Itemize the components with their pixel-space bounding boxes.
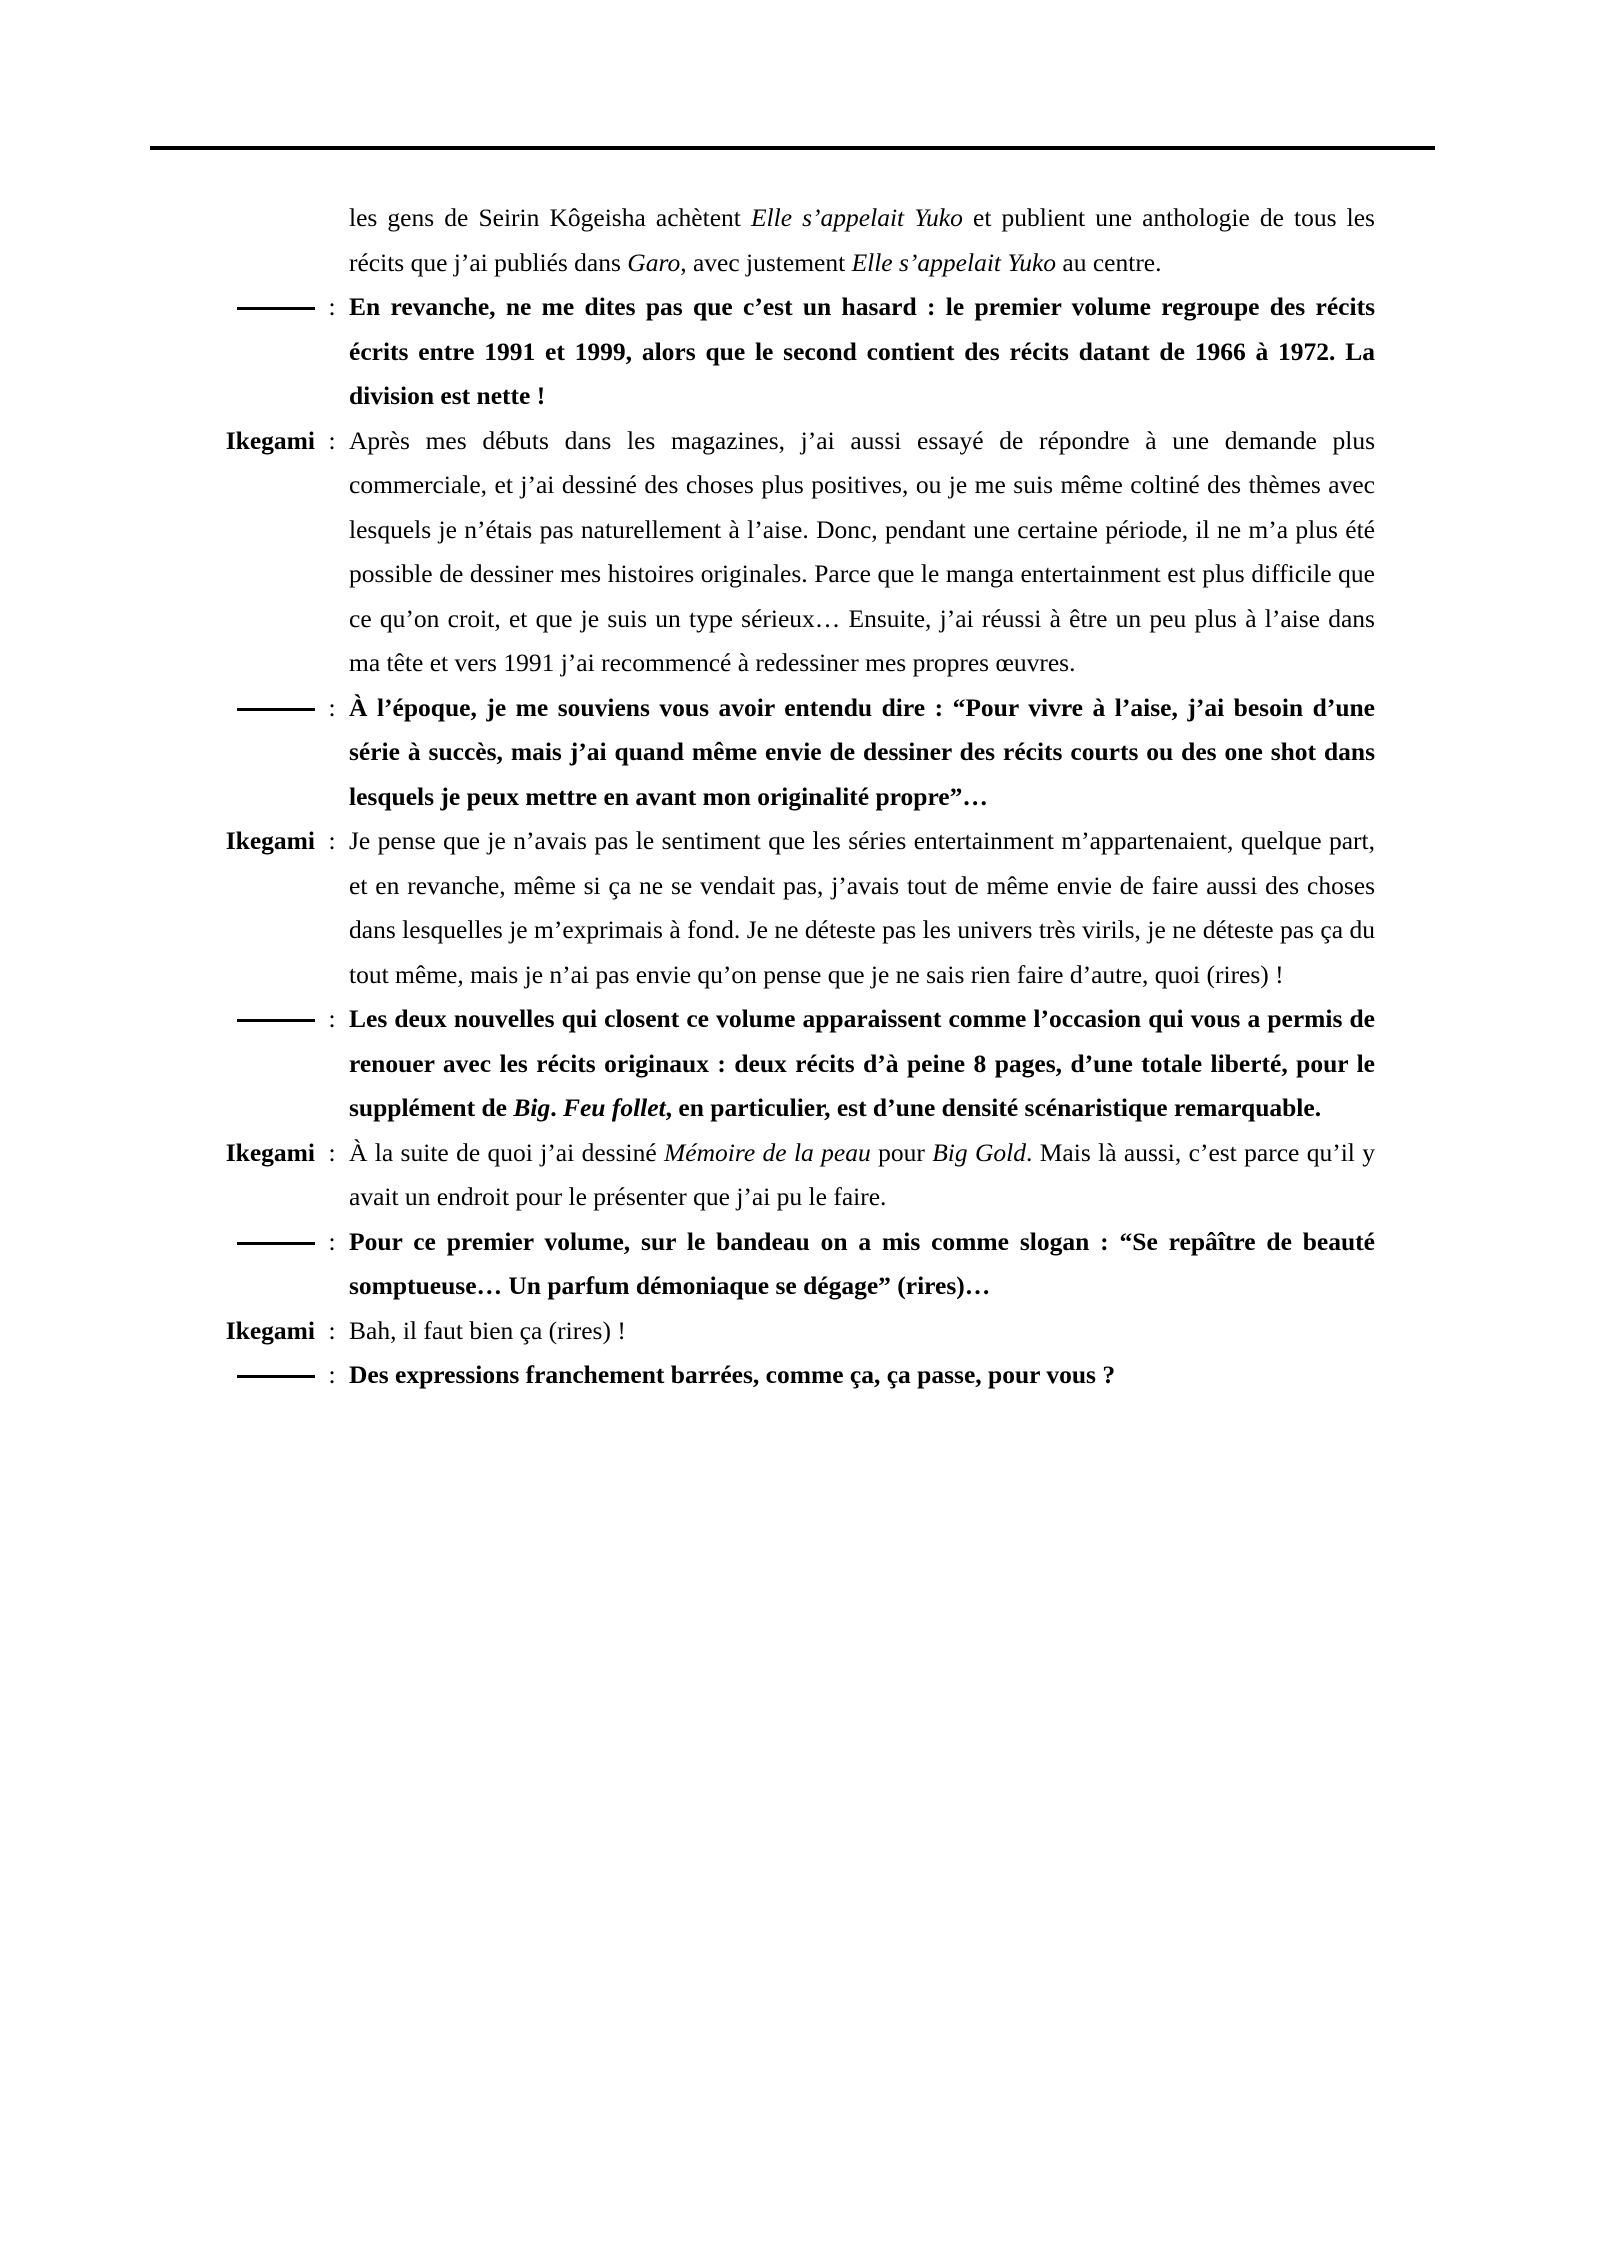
speaker-name: Ikegami xyxy=(225,1137,315,1167)
speaker-colon: : xyxy=(328,1315,336,1345)
speaker-name: Ikegami xyxy=(225,425,315,455)
speaker-colon: : xyxy=(328,1360,336,1389)
speaker-name: Ikegami xyxy=(225,826,315,855)
speaker-colon: : xyxy=(328,826,336,855)
dialogue-entry xyxy=(150,1309,1375,1354)
dialogue-text: Pour ce premier volume, sur le bandeau on a mis comme slogan : “Se repâître de beauté somptueuse… Un parfum démoniaque se dégage” (rires)… xyxy=(349,1226,1375,1300)
dialogue-entry xyxy=(150,997,1375,1131)
speaker-colon: : xyxy=(328,692,336,722)
dialogue-text: Bah, il faut bien ça (rires) ! xyxy=(349,1315,626,1345)
speaker-dash xyxy=(150,686,315,731)
speaker-colon: : xyxy=(328,1137,336,1167)
speaker-dash xyxy=(150,1353,315,1398)
dialogue-text: À la suite de quoi j’ai dessiné Mémoire de la peau pour Big Gold. Mais là aussi, c’est parce qu’il y avait un endroit pour le présenter que j’ai pu le faire. xyxy=(349,1137,1375,1211)
dialogue-text: En revanche, ne me dites pas que c’est un hasard : le premier volume regroupe des récits écrits entre 1991 et 1999, alors que le second contient des récits datant de 1966 à 1972. La division est nette ! xyxy=(349,292,1375,410)
em-dash-icon xyxy=(237,1353,315,1398)
speaker-colon: : xyxy=(328,425,336,455)
dialogue-entry xyxy=(150,819,1375,997)
em-dash-icon xyxy=(237,1220,315,1265)
speaker-dash xyxy=(150,997,315,1042)
dialogue-entry xyxy=(150,1131,1375,1220)
dialogue-text: À l’époque, je me souviens vous avoir entendu dire : “Pour vivre à l’aise, j’ai besoin d’une série à succès, mais j’ai quand même envie de dessiner des récits courts ou des one shot dans lesquels je peux mettre en avant mon originalité propre”… xyxy=(349,692,1375,811)
dialogue-text: Je pense que je n’avais pas le sentiment que les séries entertainment m’appartenaient, quelque part, et en revanche, même si ça ne se vendait pas, j’avais tout de même envie de faire aussi des choses dans lesquelles je m’exprimais à fond. Je ne déteste pas les univers très virils, je ne déteste pas ça du tout même, mais je n’ai pas envie qu’on pense que je ne sais rien faire d’autre, quoi (rires) ! xyxy=(349,826,1375,989)
dialogue-text: Les deux nouvelles qui closent ce volume apparaissent comme l’occasion qui vous a permis de renouer avec les récits originaux : deux récits d’à peine 8 pages, d’une totale liberté, pour le supplément de Big. Feu follet, en particulier, est d’une densité scénaristique remarquable. xyxy=(349,1004,1375,1122)
em-dash-icon xyxy=(237,285,315,330)
dialogue-entry xyxy=(150,1220,1375,1309)
speaker-colon: : xyxy=(328,1004,336,1033)
em-dash-icon xyxy=(237,686,315,731)
dialogue-entry xyxy=(150,1353,1375,1398)
dialogue-entry xyxy=(150,285,1375,419)
em-dash-icon xyxy=(237,997,315,1042)
dialogue-entry xyxy=(150,419,1375,686)
speaker-colon: : xyxy=(328,292,336,321)
dialogue-entry xyxy=(150,686,1375,820)
speaker-dash xyxy=(150,1220,315,1265)
dialogue-text: les gens de Seirin Kôgeisha achètent Elle s’appelait Yuko et publient une anthologie de tous les récits que j’ai publiés dans Garo, avec justement Elle s’appelait Yuko au centre. xyxy=(349,203,1375,277)
dialogue-entry xyxy=(150,196,1375,285)
dialogue-text: Après mes débuts dans les magazines, j’ai aussi essayé de répondre à une demande plus commerciale, et j’ai dessiné des choses plus positives, ou je me suis même coltiné des thèmes avec lesquels je n’étais pas naturellement à l’aise. Donc, pendant une certaine période, il ne m’a plus été possible de dessiner mes histoires originales. Parce que le manga entertainment est plus difficile que ce qu’on croit, et que je suis un type sérieux… Ensuite, j’ai réussi à être un peu plus à l’aise dans ma tête et vers 1991 j’ai recommencé à redessiner mes propres œuvres. xyxy=(349,425,1375,677)
speaker-name: Ikegami xyxy=(225,1315,315,1345)
dialogue-text: Des expressions franchement barrées, comme ça, ça passe, pour vous ? xyxy=(349,1360,1116,1389)
interview-transcript xyxy=(150,196,1450,1398)
speaker-dash xyxy=(150,285,315,330)
header-rule xyxy=(150,146,1435,150)
speaker-colon: : xyxy=(328,1226,336,1256)
